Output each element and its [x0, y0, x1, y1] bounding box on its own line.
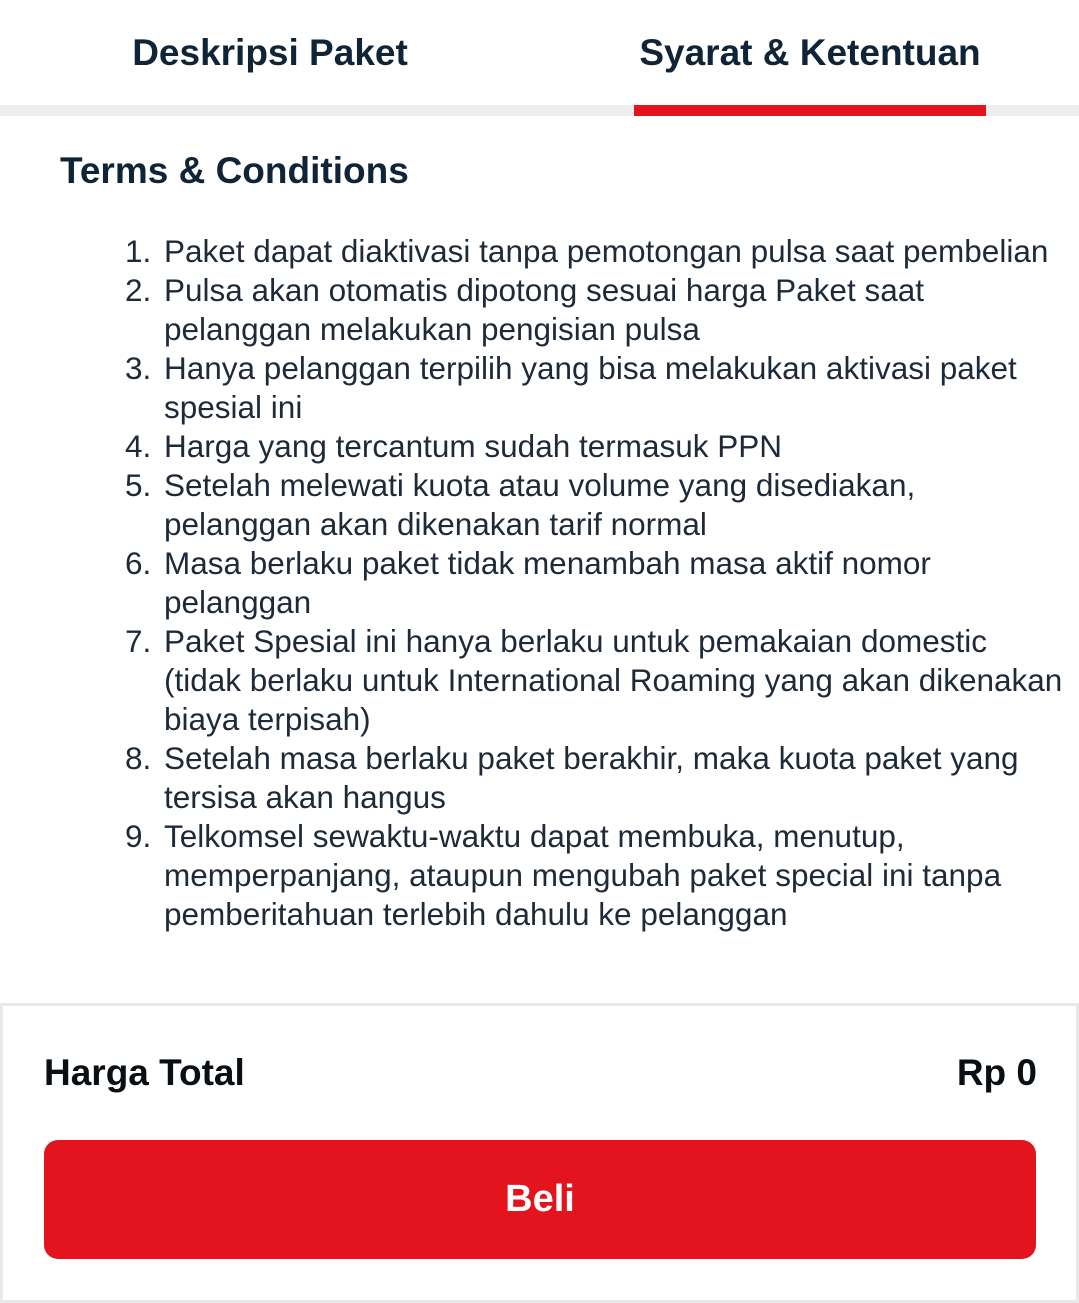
item-number: 3. [125, 350, 152, 386]
tab-bar [0, 0, 1079, 116]
terms-list [125, 232, 1065, 934]
buy-button-label: Beli [505, 1178, 575, 1220]
total-price-value: Rp 0 [956, 1052, 1037, 1093]
item-text: Hanya pelanggan terpilih yang bisa melakukan aktivasi paket spesial ini [164, 350, 1017, 425]
item-text: Harga yang tercantum sudah termasuk PPN [164, 428, 783, 464]
item-text: Setelah melewati kuota atau volume yang disediakan, pelanggan akan dikenakan tarif normal [164, 467, 916, 542]
list-item [125, 271, 1065, 349]
item-number: 2. [125, 272, 152, 308]
item-number: 8. [125, 740, 152, 776]
list-item [125, 232, 1065, 271]
item-text: Paket dapat diaktivasi tanpa pemotongan pulsa saat pembelian [164, 233, 1049, 269]
item-text: Paket Spesial ini hanya berlaku untuk pemakaian domestic (tidak berlaku untuk International Roaming yang akan dikenakan biaya terpisah) [164, 623, 1063, 737]
list-item [125, 427, 1065, 466]
list-item [125, 349, 1065, 427]
list-item [125, 817, 1065, 934]
item-number: 5. [125, 467, 152, 503]
list-item [125, 544, 1065, 622]
item-text: Pulsa akan otomatis dipotong sesuai harga Paket saat pelanggan melakukan pengisian pulsa [164, 272, 924, 347]
tab-label: Syarat & Ketentuan [639, 32, 981, 73]
item-number: 6. [125, 545, 152, 581]
active-tab-indicator [634, 105, 986, 116]
item-number: 1. [125, 233, 152, 269]
tab-syarat-ketentuan[interactable] [634, 0, 986, 116]
item-text: Telkomsel sewaktu-waktu dapat membuka, menutup, memperpanjang, ataupun mengubah paket special ini tanpa pemberitahuan terlebih dahulu ke pelanggan [164, 818, 1002, 932]
list-item [125, 739, 1065, 817]
item-number: 9. [125, 818, 152, 854]
buy-button[interactable] [44, 1140, 1036, 1259]
list-item [125, 466, 1065, 544]
item-text: Setelah masa berlaku paket berakhir, maka kuota paket yang tersisa akan hangus [164, 740, 1019, 815]
item-number: 7. [125, 623, 152, 659]
tab-deskripsi-paket[interactable] [120, 0, 420, 116]
total-price-label: Harga Total [44, 1052, 245, 1093]
tab-label: Deskripsi Paket [132, 32, 408, 73]
list-item [125, 622, 1065, 739]
item-text: Masa berlaku paket tidak menambah masa aktif nomor pelanggan [164, 545, 931, 620]
section-title: Terms & Conditions [60, 150, 409, 191]
item-number: 4. [125, 428, 152, 464]
